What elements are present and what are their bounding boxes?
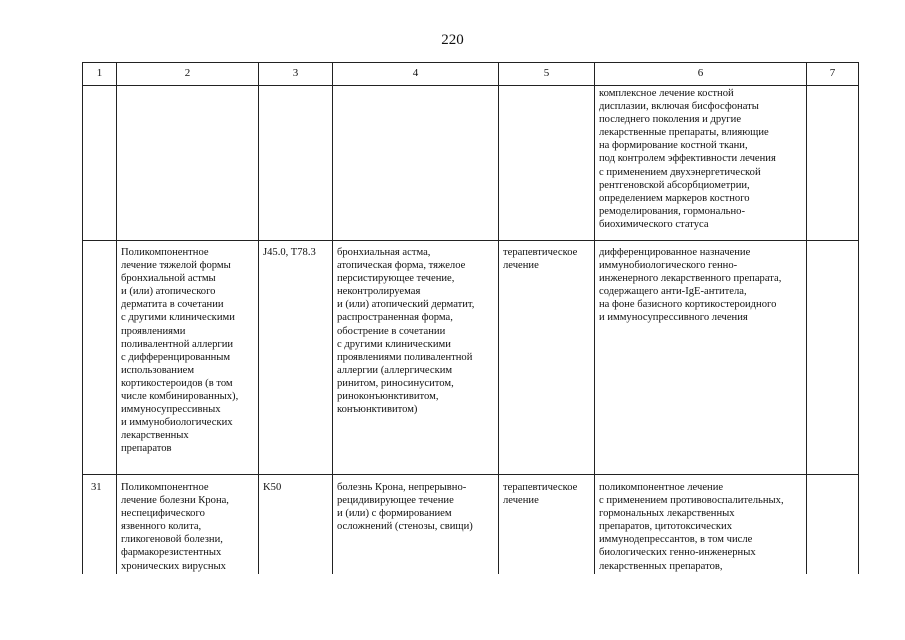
cost-cell (807, 475, 859, 574)
column-header-6: 6 (595, 63, 807, 86)
cell-line: терапевтическое (503, 482, 578, 493)
patient-model-cell (333, 86, 499, 241)
cell-line: бронхиальная астма, (337, 247, 431, 258)
table-row (83, 86, 859, 241)
cell-line: лечение тяжелой формы (121, 260, 231, 272)
cell-line: лечение болезни Крона, (121, 495, 229, 507)
cell-line: проявлениями поливалентной (337, 351, 473, 363)
cell-line: с применением противовоспалительных, (599, 495, 784, 507)
cell-line: Поликомпонентное (121, 247, 209, 258)
cell-line: препаратов, цитотоксических (599, 521, 732, 533)
medical-care-table (82, 62, 859, 574)
column-header-7: 7 (807, 63, 859, 86)
cell-line: кортикостероидов (в том (121, 377, 233, 389)
cell-line: числе комбинированных), (121, 391, 239, 403)
icd-codes-cell (259, 86, 333, 241)
table-row (83, 475, 859, 574)
cell-line: и (или) атопический дерматит, (337, 299, 475, 311)
cell-line: поливалентной аллергии (121, 338, 234, 350)
table-row (83, 241, 859, 475)
cell-line: с другими клиническими (121, 312, 235, 324)
cell-line: на фоне базисного кортикостероидного (599, 299, 777, 311)
cell-line: осложнений (стенозы, свищи) (337, 521, 473, 533)
cell-line: и иммуносупрессивного лечения (599, 312, 748, 324)
cell-line: комплексное лечение костной (599, 88, 734, 99)
profile-name-cell (117, 475, 259, 574)
cell-line: конъюнктивитом) (337, 404, 418, 416)
cell-line: инженерного лекарственного препарата, (599, 273, 782, 285)
cell-line: Поликомпонентное (121, 482, 209, 493)
cell-line: биологических генно-инженерных (599, 547, 756, 559)
treatment-method-cell (595, 475, 807, 574)
cell-line: болезнь Крона, непрерывно- (337, 482, 467, 493)
cell-line: аллергии (аллергическим (337, 364, 453, 376)
cell-line: ринитом, риносинуситом, (337, 377, 454, 389)
cell-line: определением маркеров костного (599, 192, 750, 204)
cell-line: хронических вирусных (121, 560, 226, 572)
cell-line: гликогеновой болезни, (121, 534, 223, 546)
column-number-row (83, 63, 859, 86)
cell-line: рентгеновской абсорбциометрии, (599, 179, 750, 191)
icd-codes-cell: J45.0, T78.3 (259, 241, 333, 475)
row-number-cell (83, 86, 117, 241)
cell-line: лекарственных препаратов, (599, 560, 723, 572)
cell-line: с применением двухэнергетической (599, 166, 761, 178)
profile-name-cell (117, 86, 259, 241)
cost-cell (807, 241, 859, 475)
cell-line: лечение (503, 260, 539, 272)
cell-line: дифференцированное назначение (599, 247, 751, 258)
cell-line: гормональных лекарственных (599, 508, 735, 520)
cell-line: лекарственные препараты, влияющие (599, 127, 769, 139)
cell-line: язвенного колита, (121, 521, 202, 533)
row-number-cell (83, 241, 117, 475)
cost-cell (807, 86, 859, 241)
cell-line: бронхиальной астмы (121, 273, 216, 285)
treatment-type-cell (499, 86, 595, 241)
cell-line: с другими клиническими (337, 338, 451, 350)
icd-codes-cell: K50 (259, 475, 333, 574)
patient-model-cell (333, 241, 499, 475)
column-header-3: 3 (259, 63, 333, 86)
cell-line: ремоделирования, гормонально- (599, 205, 745, 217)
column-header-1: 1 (83, 63, 117, 86)
treatment-type-cell (499, 241, 595, 475)
cell-line: и (или) с формированием (337, 508, 452, 520)
cell-line: дерматита в сочетании (121, 299, 224, 311)
cell-line: с дифференцированным (121, 351, 231, 363)
profile-name-cell (117, 241, 259, 475)
cell-line: дисплазии, включая бисфосфонаты (599, 101, 759, 113)
cell-line: атопическая форма, тяжелое (337, 260, 466, 272)
cell-line: иммунодепрессантов, в том числе (599, 534, 753, 546)
cell-line: рецидивирующее течение (337, 495, 454, 507)
cell-line: биохимического статуса (599, 218, 709, 230)
cell-line: обострение в сочетании (337, 325, 446, 337)
cell-line: лечение (503, 495, 539, 507)
cell-line: иммунобиологического генно- (599, 260, 738, 272)
cell-line: препаратов (121, 443, 172, 455)
cell-line: риноконъюнктивитом, (337, 391, 439, 403)
cell-line: иммуносупрессивных (121, 404, 221, 416)
cell-line: фармакорезистентных (121, 547, 222, 559)
cell-line: лекарственных (121, 430, 189, 442)
row-number-cell: 31 (83, 475, 117, 574)
treatment-type-cell (499, 475, 595, 574)
treatment-method-cell (595, 241, 807, 475)
page-number: 220 (441, 32, 464, 48)
patient-model-cell (333, 475, 499, 574)
cell-line: под контролем эффективности лечения (599, 153, 776, 165)
cell-line: поликомпонентное лечение (599, 482, 724, 493)
cell-line: неконтролируемая (337, 286, 421, 298)
cell-line: содержащего анти-IgE-антитела, (599, 286, 747, 298)
cell-line: проявлениями (121, 325, 186, 337)
cell-line: персистирующее течение, (337, 273, 455, 285)
treatment-method-cell (595, 86, 807, 241)
cell-line: и (или) атопического (121, 286, 216, 298)
cell-line: использованием (121, 364, 195, 376)
cell-line: терапевтическое (503, 247, 578, 258)
column-header-4: 4 (333, 63, 499, 86)
cell-line: и иммунобиологических (121, 417, 233, 429)
column-header-2: 2 (117, 63, 259, 86)
cell-line: неспецифического (121, 508, 205, 520)
cell-line: на формирование костной ткани, (599, 140, 748, 152)
cell-line: распространенная форма, (337, 312, 453, 324)
cell-line: последнего поколения и другие (599, 114, 742, 126)
column-header-5: 5 (499, 63, 595, 86)
